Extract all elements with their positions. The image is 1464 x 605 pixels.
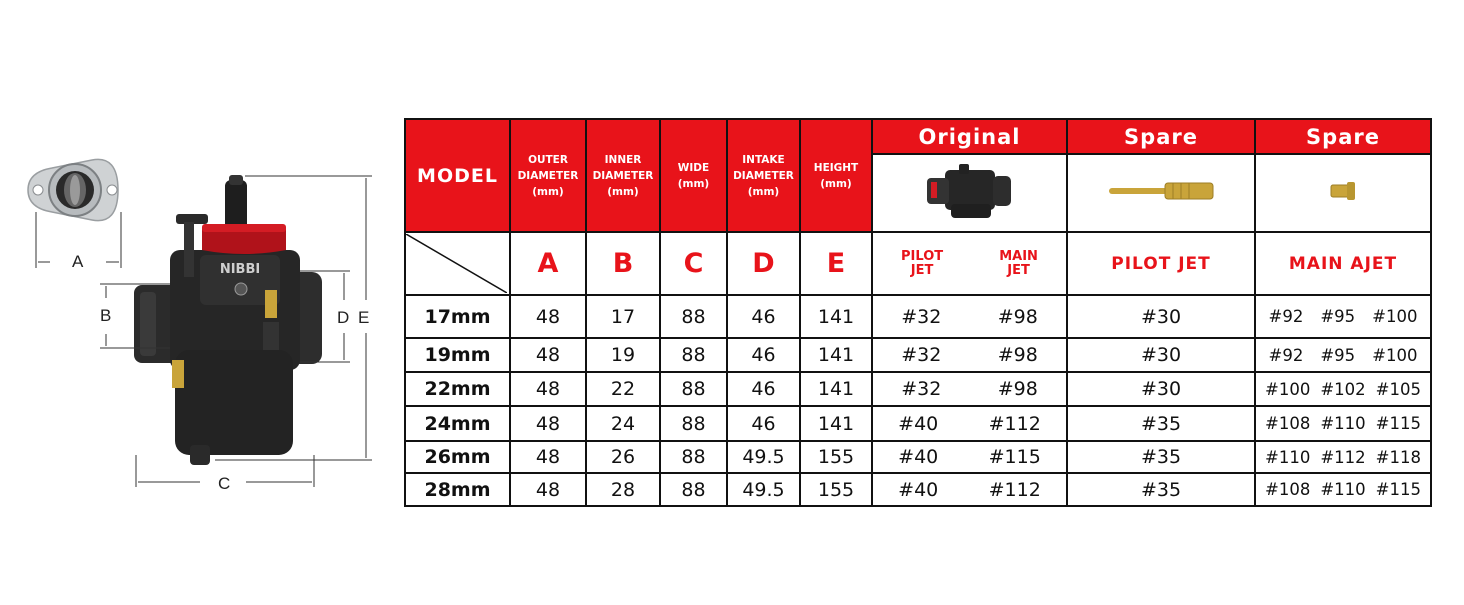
main-jet-subheader: MAIN JET (999, 248, 1038, 278)
inner-diameter-cell: 22 (586, 372, 660, 406)
original-jets-cell (872, 406, 1067, 441)
spare-main-jet-cell (1255, 473, 1431, 506)
spare-main-jet-subheader: MAIN AJET (1255, 232, 1431, 295)
height-cell: 141 (800, 372, 872, 406)
main-jet-value: #112 (988, 412, 1041, 435)
inner-diameter-cell: 17 (586, 295, 660, 338)
original-jets-cell (872, 473, 1067, 506)
main-jet-value: #115 (988, 446, 1041, 468)
spare-main-jet-cell (1255, 441, 1431, 473)
spare-main-jet-thumbnail (1255, 154, 1431, 232)
spare-main-jet-value: #100 (1265, 379, 1311, 399)
height-cell: 141 (800, 295, 872, 338)
wide-cell: 88 (660, 441, 727, 473)
carburetor-thumb-icon (915, 160, 1025, 222)
dimension-a-label: A (72, 252, 84, 271)
model-cell: 19mm (405, 338, 510, 372)
spare-main-jet-cell (1255, 406, 1431, 441)
brand-logo: NIBBI (219, 262, 261, 277)
model-cell: 24mm (405, 406, 510, 441)
table-row (405, 338, 1431, 372)
spare-main-jet-value: #108 (1265, 414, 1311, 433)
spare-pilot-jet-cell: #30 (1067, 338, 1255, 372)
pilot-jet-subheader: PILOT JET (901, 248, 944, 278)
model-header: MODEL (405, 119, 510, 232)
pilot-jet-value: #40 (898, 478, 939, 501)
spare-main-jet-value: #110 (1320, 414, 1366, 433)
spare-pilot-group-header: Spare (1067, 119, 1255, 154)
wide-cell: 88 (660, 372, 727, 406)
letter-a: A (510, 232, 586, 295)
outer-diameter-cell: 48 (510, 473, 586, 506)
model-diagonal-cell (405, 232, 510, 295)
wide-cell: 88 (660, 406, 727, 441)
model-cell: 22mm (405, 372, 510, 406)
outer-diameter-cell: 48 (510, 372, 586, 406)
main-jet-icon (1323, 176, 1363, 206)
original-jets-subheader (872, 232, 1067, 295)
outer-diameter-cell: 48 (510, 338, 586, 372)
wide-cell: 88 (660, 338, 727, 372)
model-cell: 28mm (405, 473, 510, 506)
main-jet-value: #98 (997, 378, 1038, 400)
table-row (405, 406, 1431, 441)
inner-diameter-cell: 24 (586, 406, 660, 441)
dimension-b-label: B (100, 306, 112, 325)
wide-header: WIDE (mm) (660, 119, 727, 232)
spare-pilot-jet-cell: #30 (1067, 295, 1255, 338)
height-cell: 141 (800, 406, 872, 441)
spare-pilot-jet-thumbnail (1067, 154, 1255, 232)
table-row (405, 473, 1431, 506)
spare-main-jet-value: #92 (1268, 345, 1304, 365)
table-row (405, 295, 1431, 338)
spare-pilot-jet-cell: #35 (1067, 441, 1255, 473)
carburetor-image (134, 175, 322, 465)
intake-diameter-cell: 46 (727, 372, 800, 406)
intake-flange-image (28, 159, 118, 220)
dimension-d-label: D (337, 308, 350, 327)
height-header: HEIGHT (mm) (800, 119, 872, 232)
main-jet-value: #112 (988, 478, 1041, 501)
outer-diameter-cell: 48 (510, 441, 586, 473)
original-jets-cell (872, 372, 1067, 406)
spare-main-jet-value: #115 (1375, 414, 1421, 433)
original-jets-cell (872, 295, 1067, 338)
pilot-jet-value: #32 (901, 305, 942, 328)
spare-pilot-jet-subheader: PILOT JET (1067, 232, 1255, 295)
diagonal-line (406, 234, 507, 293)
spare-main-jet-value: #115 (1375, 480, 1421, 499)
spare-pilot-jet-cell: #30 (1067, 372, 1255, 406)
height-cell: 155 (800, 473, 872, 506)
letter-e: E (800, 232, 872, 295)
pilot-jet-value: #40 (898, 412, 939, 435)
intake-diameter-cell: 49.5 (727, 473, 800, 506)
wide-cell: 88 (660, 295, 727, 338)
height-cell: 141 (800, 338, 872, 372)
main-jet-value: #98 (997, 344, 1038, 366)
inner-diameter-header: INNER DIAMETER (mm) (586, 119, 660, 232)
inner-diameter-cell: 28 (586, 473, 660, 506)
specification-table (404, 118, 1432, 507)
wide-cell: 88 (660, 473, 727, 506)
intake-diameter-header: INTAKE DIAMETER (mm) (727, 119, 800, 232)
intake-diameter-cell: 46 (727, 406, 800, 441)
outer-diameter-cell: 48 (510, 295, 586, 338)
spare-main-jet-value: #105 (1375, 379, 1421, 399)
spare-main-jet-value: #118 (1375, 447, 1421, 467)
spare-main-jet-cell (1255, 372, 1431, 406)
table-row (405, 372, 1431, 406)
inner-diameter-cell: 26 (586, 441, 660, 473)
spare-pilot-jet-cell: #35 (1067, 406, 1255, 441)
model-cell: 17mm (405, 295, 510, 338)
original-jets-cell (872, 441, 1067, 473)
height-cell: 155 (800, 441, 872, 473)
intake-diameter-cell: 46 (727, 295, 800, 338)
spare-main-jet-value: #102 (1320, 379, 1366, 399)
inner-diameter-cell: 19 (586, 338, 660, 372)
spare-pilot-jet-cell: #35 (1067, 473, 1255, 506)
pilot-jet-icon (1101, 176, 1221, 206)
spare-main-jet-value: #108 (1265, 480, 1311, 499)
spare-main-jet-cell (1255, 295, 1431, 338)
spare-main-group-header: Spare (1255, 119, 1431, 154)
letter-c: C (660, 232, 727, 295)
spare-main-jet-value: #112 (1320, 447, 1366, 467)
spare-main-jet-value: #110 (1320, 480, 1366, 499)
intake-diameter-cell: 49.5 (727, 441, 800, 473)
carburetor-diagram (0, 0, 400, 600)
spare-main-jet-value: #95 (1320, 345, 1356, 365)
pilot-jet-value: #32 (901, 344, 942, 366)
spare-main-jet-value: #92 (1268, 307, 1304, 326)
outer-diameter-cell: 48 (510, 406, 586, 441)
letter-b: B (586, 232, 660, 295)
intake-diameter-cell: 46 (727, 338, 800, 372)
letter-d: D (727, 232, 800, 295)
outer-diameter-header: OUTER DIAMETER (mm) (510, 119, 586, 232)
table-row (405, 441, 1431, 473)
model-cell: 26mm (405, 441, 510, 473)
dimension-c-label: C (218, 474, 231, 493)
spare-main-jet-value: #95 (1320, 307, 1356, 326)
carburetor-drawing (0, 0, 400, 600)
dimension-e-label: E (358, 308, 370, 327)
spare-main-jet-value: #110 (1265, 447, 1311, 467)
spare-main-jet-value: #100 (1372, 307, 1418, 326)
spare-main-jet-cell (1255, 338, 1431, 372)
main-jet-value: #98 (997, 305, 1038, 328)
pilot-jet-value: #40 (898, 446, 939, 468)
original-jets-cell (872, 338, 1067, 372)
pilot-jet-value: #32 (901, 378, 942, 400)
original-group-header: Original (872, 119, 1067, 154)
spare-main-jet-value: #100 (1372, 345, 1418, 365)
original-carburetor-thumbnail (872, 154, 1067, 232)
